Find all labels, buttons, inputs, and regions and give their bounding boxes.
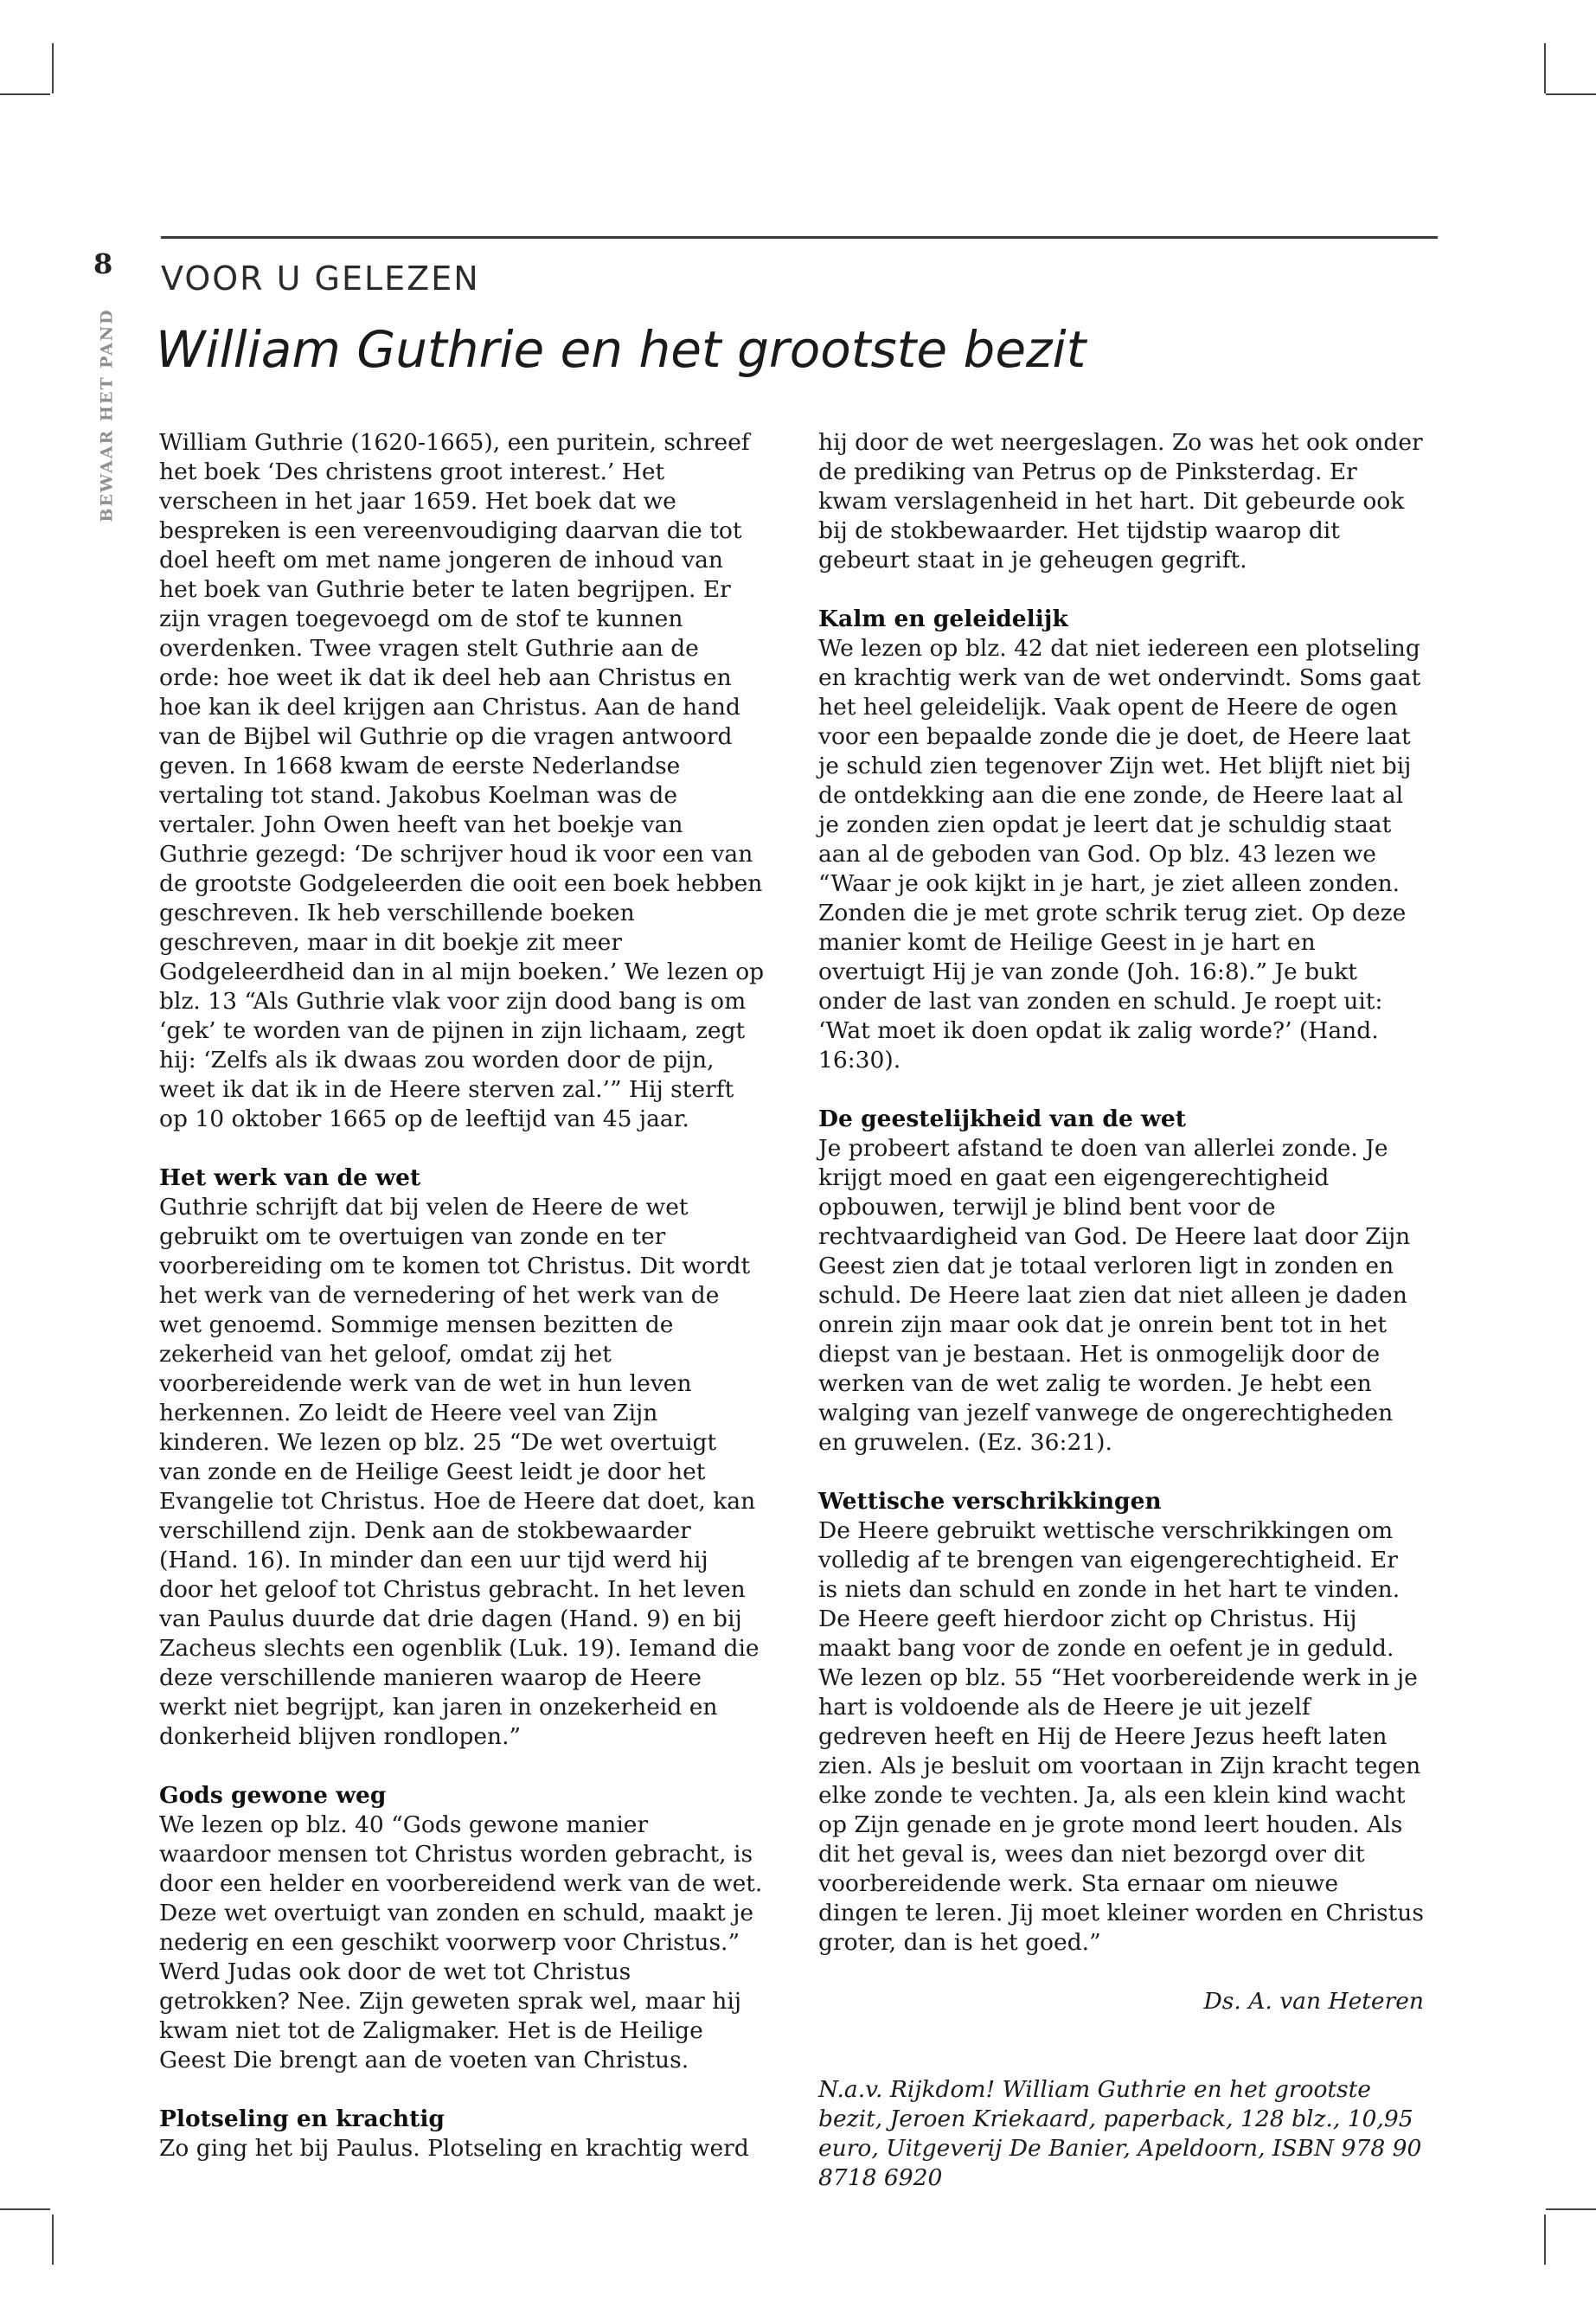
running-head-text: BEWAAR HET PAND <box>98 308 118 522</box>
crop-mark <box>0 93 50 95</box>
crop-mark <box>0 2208 50 2210</box>
section-de-geestelijkheid-van-de-wet <box>818 1105 1424 1458</box>
section-heading: Het werk van de wet <box>159 1164 421 1191</box>
section-label: VOOR U GELEZEN <box>161 260 480 298</box>
source-note: N.a.v. Rijkdom! William Guthrie en het grootste bezit, Jeroen Kriekaard, paperback, 128 blz., 10,95 euro, Uitgeverij De Banier, Apeldoorn, ISBN 978 90 8718 6920 <box>818 2076 1422 2191</box>
page-number: 8 <box>93 247 113 280</box>
section-body: Je probeert afstand te doen van allerlei zonde. Je krijgt moed en gaat een eigengerechtigheid opbouwen, terwijl je blind bent voor de rechtvaardigheid van God. De Heere laat door Zijn Geest zien dat je totaal verloren ligt in zonden en schuld. De Heere laat zien dat niet alleen je daden onrein zijn maar ook dat je onrein bent tot in het diepst van je bestaan. Het is onmogelijk door de werken van de wet zalig te worden. Je hebt een walging van jezelf vanwege de ongerechtigheden en gruwelen. (Ez. 36:21). <box>818 1135 1411 1456</box>
section-plotseling-en-krachtig <box>159 2105 765 2163</box>
section-body: We lezen op blz. 42 dat niet iedereen een plotseling en krachtig werk van de wet ondervindt. Soms gaat het heel geleidelijk. Vaak opent de Heere de ogen voor een bepaalde zonde die je doet, de Heere laat je schuld zien tegenover Zijn wet. Het blijft niet bij de ontdekking aan die ene zonde, de Heere laat al je zonden zien opdat je leert dat je schuldig staat aan al de geboden van God. Op blz. 43 lezen we “Waar je ook kijkt in je hart, je ziet alleen zonden. Zonden die je met grote schrik terug ziet. Op deze manier komt de Heilige Geest in je hart en overtuigt Hij je van zonde (Joh. 16:8).” Je bukt onder de last van zonden en schuld. Je roept uit: ‘Wat moet ik doen opdat ik zalig worde?’ (Hand. 16:30). <box>818 635 1421 1074</box>
left-column <box>159 428 765 2163</box>
section-body: Zo ging het bij Paulus. Plotseling en krachtig werd <box>159 2135 749 2162</box>
section-heading: De geestelijkheid van de wet <box>818 1106 1186 1132</box>
right-column <box>818 428 1424 2193</box>
crop-mark <box>52 43 54 93</box>
section-heading: Gods gewone weg <box>159 1782 387 1809</box>
crop-mark <box>1544 2214 1546 2265</box>
article-title: William Guthrie en het grootste bezit <box>156 320 1086 379</box>
section-heading: Kalm en geleidelijk <box>818 606 1068 632</box>
header-rule <box>161 236 1438 239</box>
section-body: Guthrie schrijft dat bij velen de Heere de wet gebruikt om te overtuigen van zonde en ter voorbereiding om te komen tot Christus. Dit wordt het werk van de vernedering of het werk van de wet genoemd. Sommige mensen bezitten de zekerheid van het geloof, omdat zij het voorbereidende werk van de wet in hun leven herkennen. Zo leidt de Heere veel van Zijn kinderen. We lezen op blz. 25 “De wet overtuigt van zonde en de Heilige Geest leidt je door het Evangelie tot Christus. Hoe de Heere dat doet, kan verschillend zijn. Denk aan de stokbewaarder (Hand. 16). In minder dan een uur tijd werd hij door het geloof tot Christus gebracht. In het leven van Paulus duurde dat drie dagen (Hand. 9) en bij Zacheus slechts een ogenblik (Luk. 19). Iemand die deze verschillende manieren waarop de Heere werkt niet begrijpt, kan jaren in onzekerheid en donkerheid blijven rondlopen.” <box>159 1194 760 1750</box>
running-head <box>83 308 131 522</box>
intro-paragraph: William Guthrie (1620-1665), een puritein, schreef het boek ‘Des christens groot interest.’ Het verscheen in het jaar 1659. Het boek dat we bespreken is een vereenvoudiging daarvan die tot doel heeft om met name jongeren de inhoud van het boek van Guthrie beter te laten begrijpen. Er zijn vragen toegevoegd om de stof te kunnen overdenken. Twee vragen stelt Guthrie aan de orde: hoe weet ik dat ik deel heb aan Christus en hoe kan ik deel krijgen aan Christus. Aan de hand van de Bijbel wil Guthrie op die vragen antwoord geven. In 1668 kwam de eerste Nederlandse vertaling tot stand. Jakobus Koelman was de vertaler. John Owen heeft van het boekje van Guthrie gezegd: ‘De schrijver houd ik voor een van de grootste Godgeleerden die ooit een boek hebben geschreven. Ik heb verschillende boeken geschreven, maar in dit boekje zit meer Godgeleerdheid dan in al mijn boeken.’ We lezen op blz. 13 “Als Guthrie vlak voor zijn dood bang is om ‘gek’ te worden van de pijnen in zijn lichaam, zegt hij: ‘Zelfs als ik dwaas zou worden door de pijn, weet ik dat ik in de Heere sterven zal.’” Hij sterft op 10 oktober 1665 op de leeftijd van 45 jaar. <box>159 429 765 1132</box>
crop-mark <box>1544 43 1546 93</box>
section-body: De Heere gebruikt wettische verschrikkingen om volledig af te brengen van eigengerechtigheid. Er is niets dan schuld en zonde in het hart te vinden. De Heere geeft hierdoor zicht op Christus. Hij maakt bang voor de zonde en oefent je in geduld. We lezen op blz. 55 “Het voorbereidende werk in je hart is voldoende als de Heere je uit jezelf gedreven heeft en Hij de Heere Jezus heeft laten zien. Als je besluit om voortaan in Zijn kracht tegen elke zonde te vechten. Ja, als een klein kind wacht op Zijn genade en je grote mond leert houden. Als dit het geval is, wees dan niet bezorgd over dit voorbereidende werk. Sta ernaar om nieuwe dingen te leren. Jij moet kleiner worden en Christus groter, dan is het goed.” <box>818 1517 1424 1956</box>
section-heading: Wettische verschrikkingen <box>818 1488 1162 1515</box>
section-het-werk-van-de-wet <box>159 1163 765 1752</box>
crop-mark <box>1546 2208 1596 2210</box>
section-gods-gewone-weg <box>159 1781 765 2075</box>
section-body: We lezen op blz. 40 “Gods gewone manier waardoor mensen tot Christus worden gebracht, is door een helder en voorbereidend werk van de wet. Deze wet overtuigt van zonden en schuld, maakt je nederig en een geschikt voorwerp voor Christus.” Werd Judas ook door de wet tot Christus getrokken? Nee. Zijn geweten sprak wel, maar hij kwam niet tot de Zaligmaker. Het is de Heilige Geest Die brengt aan de voeten van Christus. <box>159 1811 763 2073</box>
author-signature: Ds. A. van Heteren <box>1203 1988 1424 2015</box>
section-heading: Plotseling en krachtig <box>159 2106 445 2132</box>
crop-mark <box>52 2214 54 2265</box>
crop-mark <box>1546 93 1596 95</box>
continuation-paragraph: hij door de wet neergeslagen. Zo was het ook onder de prediking van Petrus op de Pinksterdag. Er kwam verslagenheid in het hart. Dit gebeurde ook bij de stokbewaarder. Het tijdstip waarop dit gebeurt staat in je geheugen gegrift. <box>818 429 1423 574</box>
section-kalm-en-geleidelijk <box>818 605 1424 1075</box>
section-wettische-verschrikkingen <box>818 1487 1424 1958</box>
